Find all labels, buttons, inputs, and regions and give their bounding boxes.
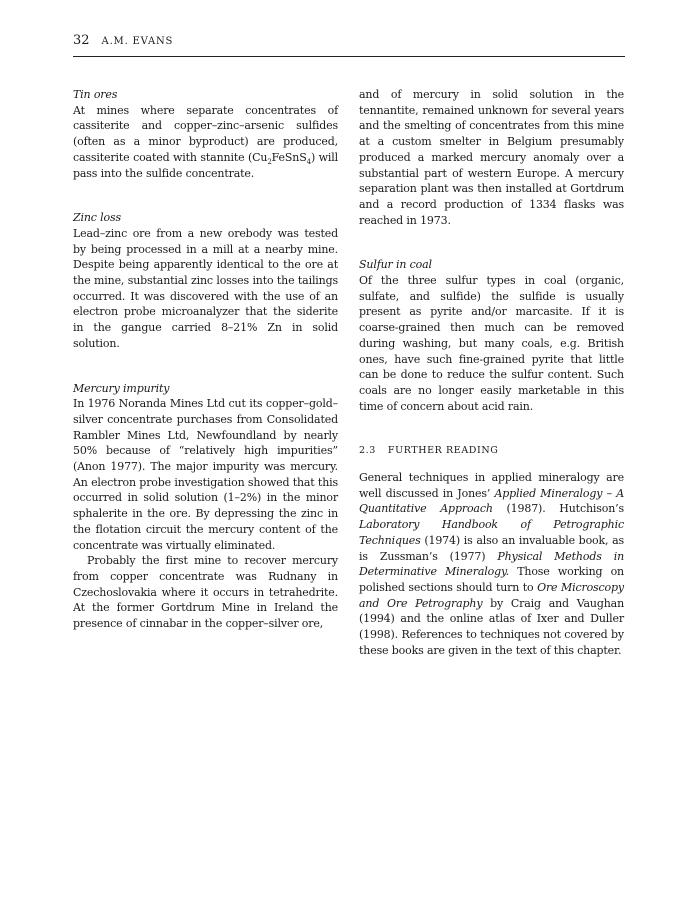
paragraph-mercury-2: Probably the first mine to recover mercury from copper concentrate was Rudnany in Czechoslovakia where it occurs in tetrahedrite. At the former Gortdrum Mine in Ireland the presence of cinnabar in the copper–silver ore, bbox=[73, 554, 338, 631]
ref-ore-microscopy: Ore Microscopy and Ore Petrography bbox=[359, 580, 624, 610]
heading-sulfur-in-coal: Sulfur in coal bbox=[359, 258, 432, 272]
heading-zinc-loss: Zinc loss bbox=[73, 211, 121, 225]
right-column bbox=[359, 87, 624, 659]
paragraph-sulfur-in-coal: Of the three sulfur types in coal (organic, sulfate, and sulfide) the sulfide is usually present as pyrite and/or marcasite. If it is coarse-grained then much can be removed during washing, but many coals, e.g. British ones, have such fine-grained pyrite that little can be done to reduce the sulfur content. Such coals are no longer easily marketable in this time of concern about acid rain. bbox=[359, 274, 624, 413]
ref-physical-methods: Physical Methods in Determinative Mineralogy. bbox=[359, 549, 624, 579]
paragraph-further-reading: General techniques in applied mineralogy are well discussed in Jones’ Applied Mineralogy – A Quantitative Approach (1987). Hutchison’s Laboratory Handbook of Petrographic Techniques (1974) is also an invaluable book, as is Zussman’s (1977) Physical Methods in Determinative Mineralogy. Those working on polished sections should turn to Ore Microscopy and Ore Petrography by Craig and Vaughan (1994) and the online atlas of Ixer and Duller (1998). References to techniques not covered by these books are given in the text of this chapter. bbox=[359, 471, 625, 657]
section-title: FURTHER READING bbox=[387, 445, 499, 457]
section-number: 2.3 bbox=[359, 445, 376, 457]
paragraph-mercury-1: In 1976 Noranda Mines Ltd cut its copper–gold–silver concentrate purchases from Consolidated Rambler Mines Ltd, Newfoundland by nearly 50% because of “relatively high impurities” (Anon 1977). The major impurity was mercury. An electron probe investigation showed that this occurred in solid solution (1–2%) in the minor sphalerite in the ore. By depressing the zinc in the flotation circuit the mercury content of the concentrate was virtually eliminated. bbox=[73, 397, 338, 552]
ref-applied-mineralogy: Applied Mineralogy – A Quantitative Approach bbox=[359, 486, 624, 516]
heading-mercury-impurity: Mercury impurity bbox=[73, 381, 170, 395]
paragraph-zinc-loss: Lead–zinc ore from a new orebody was tested by being processed in a mill at a nearby mine. Despite being apparently identical to the ore at the mine, substantial zinc losses into the tailings occurred. It was discovered with the use of an electron probe microanalyzer that the siderite in the gangue carried 8–21% Zn in solid solution. bbox=[73, 226, 338, 350]
running-head-author: A.M. EVANS bbox=[101, 36, 174, 47]
paragraph-mercury-continued: and of mercury in solid solution in the tennantite, remained unknown for several years and the smelting of concentrates from this mine at a custom smelter in Belgium presumably produced a marked mercury anomaly over a substantial part of western Europe. A mercury separation plant was then installed at Gortdrum and a record production of 1334 flasks was reached in 1973. bbox=[359, 88, 624, 227]
section-heading-further-reading bbox=[359, 443, 624, 459]
paragraph-tin-ores: At mines where separate concentrates of cassiterite and copper–zinc–arsenic sulfides (often as a minor byproduct) are produced, cassiterite coated with stannite $(Cu_2FeSnS_4)$ will pass into the sulfide concentrate. bbox=[73, 103, 338, 180]
page-number: 32 bbox=[73, 33, 90, 48]
heading-tin-ores: Tin ores bbox=[73, 88, 118, 101]
left-column bbox=[73, 87, 338, 632]
ref-petrographic-handbook: Laboratory Handbook of Petrographic Techniques bbox=[359, 518, 624, 547]
header-rule bbox=[73, 56, 625, 57]
running-head bbox=[73, 33, 625, 48]
